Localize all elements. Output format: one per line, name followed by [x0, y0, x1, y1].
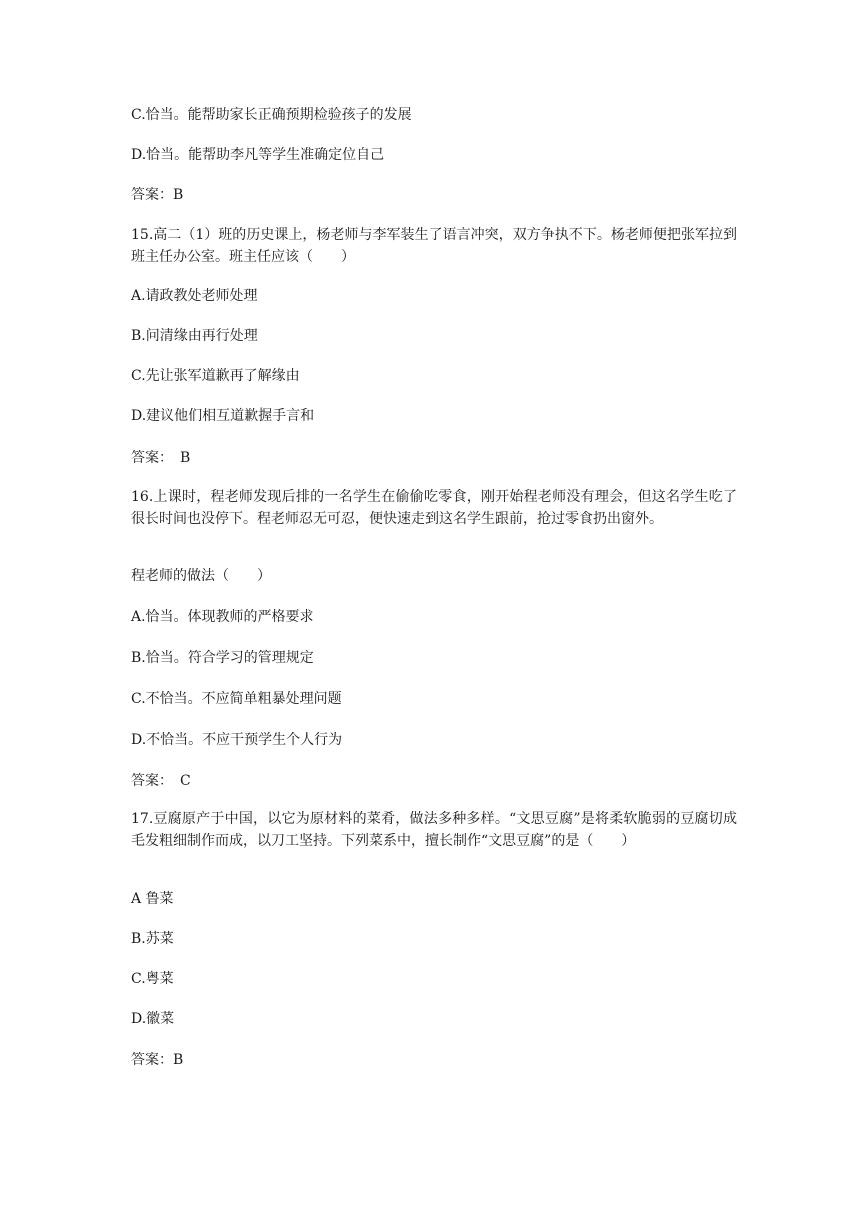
q17-option-a: A 鲁菜: [131, 891, 174, 907]
q15-option-c: C.先让张军道歉再了解缘由: [131, 368, 300, 384]
q17-option-d: D.徽菜: [131, 1011, 175, 1027]
q15-option-d: D.建议他们相互道歉握手言和: [131, 408, 315, 424]
q15-option-b: B.问清缘由再行处理: [131, 328, 258, 344]
q16-prompt: 程老师的做法（ ）: [131, 568, 271, 584]
q14-option-d: D.恰当。能帮助李凡等学生准确定位自己: [131, 147, 385, 163]
q17-option-b: B.苏菜: [131, 931, 174, 947]
q16-answer: 答案： C: [131, 773, 191, 789]
q15-answer: 答案： B: [131, 450, 191, 466]
q14-option-c: C.恰当。能帮助家长正确预期检验孩子的发展: [131, 107, 412, 123]
q16-option-a: A.恰当。体现教师的严格要求: [131, 609, 314, 625]
q15-stem: 15.高二（1）班的历史课上，杨老师与李军装生了语言冲突，双方争执不下。杨老师便把张军拉到班主任办公室。班主任应该（ ）: [131, 227, 737, 265]
q15-option-a: A.请政教处老师处理: [131, 288, 258, 304]
q16-option-b: B.恰当。符合学习的管理规定: [131, 650, 314, 666]
q16-option-c: C.不恰当。不应简单粗暴处理问题: [131, 691, 342, 707]
q16-option-d: D.不恰当。不应干预学生个人行为: [131, 732, 343, 748]
q17-stem: 17.豆腐原产于中国，以它为原材料的菜肴，做法多种多样。“文思豆腐”是将柔软脆弱的豆腐切成毛发粗细制作而成，以刀工坚持。下列菜系中，擅长制作“文思豆腐”的是（ ）: [131, 811, 737, 849]
q14-answer: 答案：B: [131, 187, 184, 203]
q17-answer: 答案：B: [131, 1052, 184, 1068]
q16-stem: 16.上课时，程老师发现后排的一名学生在偷偷吃零食，刚开始程老师没有理会，但这名学生吃了很长时间也没停下。程老师忍无可忍，便快速走到这名学生跟前，抢过零食扔出窗外。: [131, 489, 737, 527]
q17-option-c: C.粤菜: [131, 971, 174, 987]
